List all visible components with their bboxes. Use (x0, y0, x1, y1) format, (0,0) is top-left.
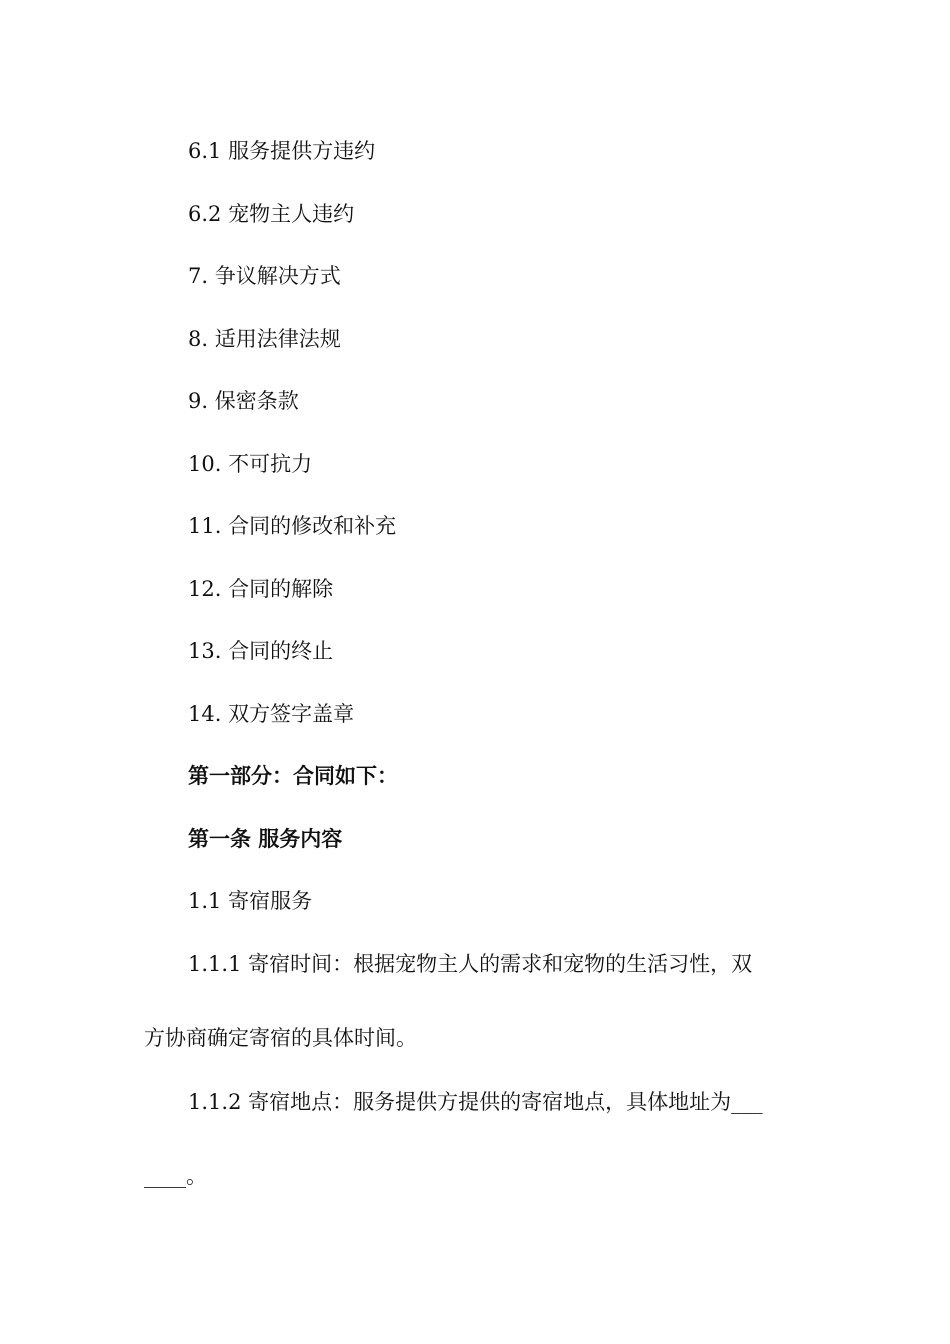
article-heading: 第一条 服务内容 (188, 827, 343, 851)
toc-item: 9. 保密条款 (188, 389, 299, 413)
toc-item: 8. 适用法律法规 (188, 327, 341, 351)
clause-1-1-1-line2: 方协商确定寄宿的具体时间。 (144, 1026, 417, 1050)
toc-item: 7. 争议解决方式 (188, 264, 341, 288)
part-heading: 第一部分：合同如下： (188, 764, 398, 788)
toc-item: 11. 合同的修改和补充 (188, 514, 397, 538)
toc-item: 12. 合同的解除 (188, 577, 334, 601)
section-heading: 1.1 寄宿服务 (188, 889, 313, 913)
toc-item: 6.2 宠物主人违约 (188, 202, 355, 226)
clause-1-1-2-line2: ____。 (144, 1164, 207, 1188)
toc-item: 10. 不可抗力 (188, 452, 313, 476)
toc-item: 14. 双方签字盖章 (188, 702, 355, 726)
clause-1-1-1-line1: 1.1.1 寄宿时间：根据宠物主人的需求和宠物的生活习性，双 (188, 952, 753, 976)
toc-item: 13. 合同的终止 (188, 639, 334, 663)
clause-1-1-2-line1: 1.1.2 寄宿地点：服务提供方提供的寄宿地点，具体地址为___ (188, 1090, 763, 1114)
toc-item: 6.1 服务提供方违约 (188, 139, 376, 163)
